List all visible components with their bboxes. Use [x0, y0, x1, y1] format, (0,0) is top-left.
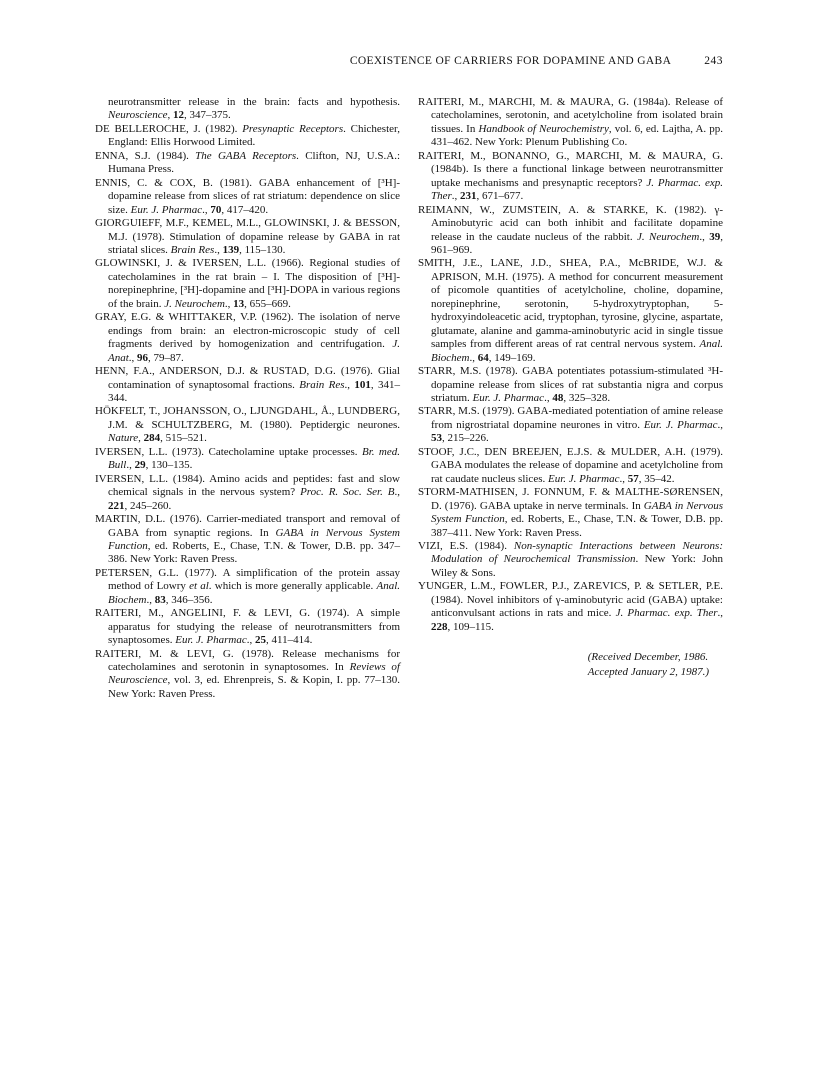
- reference-entry: GLOWINSKI, J. & IVERSEN, L.L. (1966). Regional studies of catecholamines in the rat brain – I. The disposition of [³H]-norepinephrine, [³H]-dopamine and [³H]-DOPA in various regions of the brain. J. Neurochem., 13, 655–669.: [95, 257, 400, 310]
- running-head: [95, 55, 723, 67]
- reference-entry: ENNIS, C. & COX, B. (1981). GABA enhancement of [³H]-dopamine release from slices of rat striatum: dependence on slice size. Eur. J. Pharmac., 70, 417–420.: [95, 176, 400, 216]
- references-column-left: [95, 96, 400, 701]
- reference-entry: HÖKFELT, T., JOHANSSON, O., LJUNGDAHL, Å., LUNDBERG, J.M. & SCHULTZBERG, M. (1980). Peptidergic neurones. Nature, 284, 515–521.: [95, 405, 400, 445]
- reference-entry: DE BELLEROCHE, J. (1982). Presynaptic Receptors. Chichester, England: Ellis Horwood Limited.: [95, 122, 401, 149]
- accepted-line: Accepted January 2, 1987.): [587, 665, 709, 678]
- reference-entry: STORM-MATHISEN, J. FONNUM, F. & MALTHE-SØRENSEN, D. (1976). GABA uptake in nerve terminals. In GABA in Nervous System Function, ed. Roberts, E., Chase, T.N. & Tower, D.B. pp. 387–411. New York: Raven Press.: [418, 486, 723, 539]
- reference-entry: ENNA, S.J. (1984). The GABA Receptors. Clifton, NJ, U.S.A.: Humana Press.: [95, 149, 400, 176]
- references-column-right: [418, 96, 723, 701]
- reference-entry: SMITH, J.E., LANE, J.D., SHEA, P.A., McBRIDE, W.J. & APRISON, M.H. (1975). A method for concurrent measurement of picomole quantities of acetylcholine, choline, dopamine, norepinephrine, serotonin, 5-hydroxytryptophan, 5-hydroxyindoleacetic acid, tryptophan, tyrosine, glycine, aspartate, glutamate, alanine and gamma-aminobutyric acid in single tissue samples from different areas of rat central nervous system. Anal. Biochem., 64, 149–169.: [418, 257, 723, 364]
- reference-entry: IVERSEN, L.L. (1984). Amino acids and peptides: fast and slow chemical signals in the nervous system? Proc. R. Soc. Ser. B., 221, 245–260.: [95, 472, 400, 512]
- reference-entry: MARTIN, D.L. (1976). Carrier-mediated transport and removal of GABA from synaptic regions. In GABA in Nervous System Function, ed. Roberts, E., Chase, T.N. & Tower, D.B. pp. 347–386. New York: Raven Press.: [95, 513, 400, 566]
- received-line: (Received December, 1986.: [587, 651, 709, 664]
- reference-entry: GIORGUIEFF, M.F., KEMEL, M.L., GLOWINSKI, J. & BESSON, M.J. (1978). Stimulation of dopamine release by GABA in rat striatal slices. Brain Res., 139, 115–130.: [95, 217, 400, 256]
- reference-entry: REIMANN, W., ZUMSTEIN, A. & STARKE, K. (1982). γ-Aminobutyric acid can both inhibit and facilitate dopamine release in the caudate nucleus of the rabbit. J. Neurochem., 39, 961–969.: [418, 203, 723, 256]
- reference-entry: YUNGER, L.M., FOWLER, P.J., ZAREVICS, P. & SETLER, P.E. (1984). Novel inhibitors of γ-aminobutyric acid (GABA) uptake: anticonvulsant actions in rats and mice. J. Pharmac. exp. Ther., 228, 109–115.: [418, 580, 723, 633]
- running-title: COEXISTENCE OF CARRIERS FOR DOPAMINE AND GABA: [349, 55, 672, 67]
- page-number: 243: [704, 55, 723, 67]
- reference-entry: PETERSEN, G.L. (1977). A simplification of the protein assay method of Lowry et al. which is more generally applicable. Anal. Biochem., 83, 346–356.: [95, 566, 400, 606]
- reference-entry: HENN, F.A., ANDERSON, D.J. & RUSTAD, D.G. (1976). Glial contamination of synaptosomal fractions. Brain Res., 101, 341–344.: [95, 365, 400, 404]
- reference-entry: VIZI, E.S. (1984). Non-synaptic Interactions between Neurons: Modulation of Neurochemical Transmission. New York: John Wiley & Sons.: [418, 539, 723, 579]
- references-column-right-list: [418, 96, 723, 634]
- reference-entry: neurotransmitter release in the brain: facts and hypothesis. Neuroscience, 12, 347–375.: [108, 96, 400, 122]
- reference-entry: STARR, M.S. (1979). GABA-mediated potentiation of amine release from nigrostriatal dopamine neurones in vitro. Eur. J. Pharmac., 53, 215–226.: [418, 405, 724, 445]
- references-section: [95, 96, 723, 701]
- reference-entry: STOOF, J.C., DEN BREEJEN, E.J.S. & MULDER, A.H. (1979). GABA modulates the release of dopamine and acetylcholine from rat caudate nucleus slices. Eur. J. Pharmac., 57, 35–42.: [418, 445, 723, 485]
- reference-entry: RAITERI, M., MARCHI, M. & MAURA, G. (1984a). Release of catecholamines, serotonin, and acetylcholine from isolated brain tissues. In Handbook of Neurochemistry, vol. 6, ed. Lajtha, A. pp. 431–462. New York: Plenum Publishing Co.: [418, 96, 724, 149]
- reference-entry: GRAY, E.G. & WHITTAKER, V.P. (1962). The isolation of nerve endings from brain: an electron-microscopic study of cell fragments derived by homogenization and centrifugation. J. Anat., 96, 79–87.: [95, 311, 400, 364]
- reference-entry: STARR, M.S. (1978). GABA potentiates potassium-stimulated ³H-dopamine release from slices of rat substantia nigra and corpus striatum. Eur. J. Pharmac., 48, 325–328.: [418, 365, 723, 404]
- received-accepted-note: [588, 650, 709, 679]
- reference-entry: RAITERI, M., BONANNO, G., MARCHI, M. & MAURA, G. (1984b). Is there a functional linkage between neurotransmitter uptake mechanisms and presynaptic receptors? J. Pharmac. exp. Ther., 231, 671–677.: [418, 149, 723, 203]
- reference-entry: RAITERI, M., ANGELINI, F. & LEVI, G. (1974). A simple apparatus for studying the release of neurotransmitters from synaptosomes. Eur. J. Pharmac., 25, 411–414.: [95, 607, 400, 647]
- reference-entry: RAITERI, M. & LEVI, G. (1978). Release mechanisms for catecholamines and serotonin in synaptosomes. In Reviews of Neuroscience, vol. 3, ed. Ehrenpreis, S. & Kopin, I. pp. 77–130. New York: Raven Press.: [95, 647, 400, 700]
- reference-entry: IVERSEN, L.L. (1973). Catecholamine uptake processes. Br. med. Bull., 29, 130–135.: [95, 445, 401, 472]
